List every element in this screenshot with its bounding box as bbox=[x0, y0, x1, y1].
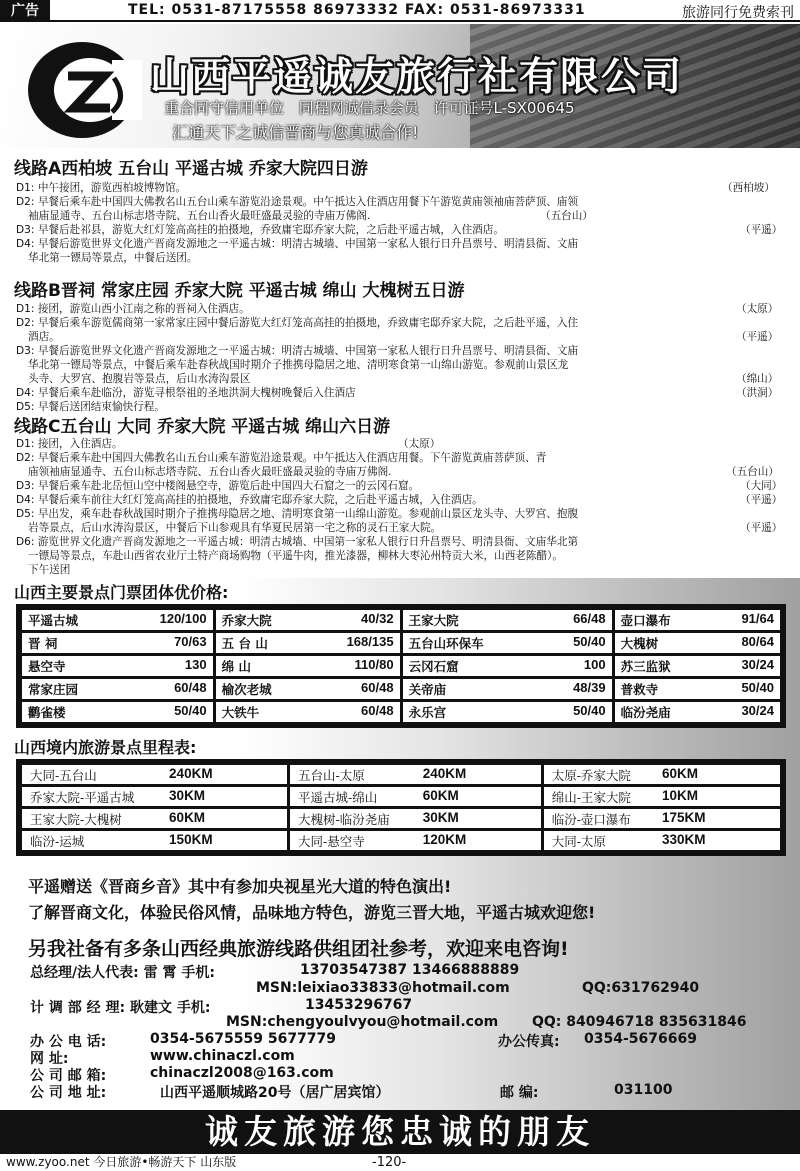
ticket-cell bbox=[216, 702, 400, 722]
company-name: 山西平遥诚友旅行社有限公司 bbox=[150, 55, 684, 100]
distance-km: 30KM bbox=[422, 809, 459, 825]
attraction-name: 大槐树 bbox=[620, 636, 659, 651]
distance-cell bbox=[290, 809, 541, 828]
ticket-cell bbox=[403, 633, 612, 653]
route-b-line: D4: 早餐后乘车赴临汾，游览寻根祭祖的圣地洪洞大槐树晚餐后入住酒店 bbox=[16, 387, 356, 399]
distance-km: 10KM bbox=[662, 787, 699, 803]
fax-label: 办公传真: bbox=[498, 1034, 560, 1050]
distance-section-title: 山西境内旅游景点里程表: bbox=[14, 738, 197, 757]
distance-cell bbox=[22, 809, 287, 828]
route-b-place: （绵山） bbox=[736, 373, 779, 385]
ticket-cell bbox=[22, 702, 213, 722]
ticket-cell bbox=[216, 656, 400, 676]
attraction-name: 平遥古城 bbox=[28, 613, 79, 628]
ticket-price: 50/40 bbox=[573, 703, 606, 718]
route-segment: 太原-乔家大院 bbox=[551, 767, 631, 783]
route-segment: 平遥古城-绵山 bbox=[298, 789, 378, 805]
ticket-cell bbox=[615, 679, 780, 699]
route-b-place: （洪洞） bbox=[736, 387, 779, 399]
route-c-line: 岩等景点，后山水涛沟景区，中餐后下山参观具有华夏民居第一宅之称的灵石王家大院。 bbox=[28, 522, 442, 534]
route-a-place: （平遥） bbox=[740, 224, 783, 236]
email-link[interactable]: chinaczl2008@163.com bbox=[150, 1065, 334, 1081]
attraction-name: 榆次老城 bbox=[221, 682, 272, 697]
top-contact: TEL: 0531-87175558 86973332 FAX: 0531-86973331 bbox=[128, 2, 586, 18]
attraction-name: 大铁牛 bbox=[221, 705, 260, 720]
ticket-price: 100 bbox=[583, 657, 606, 672]
distance-km: 175KM bbox=[662, 809, 706, 825]
route-segment: 绵山-王家大院 bbox=[551, 789, 631, 805]
zip-label: 邮 编: bbox=[500, 1085, 539, 1101]
ticket-cell bbox=[22, 633, 213, 653]
attraction-name: 常家庄园 bbox=[28, 682, 79, 697]
distance-row bbox=[22, 787, 780, 806]
route-c-place: （大同） bbox=[740, 480, 783, 492]
ticket-cell bbox=[403, 610, 612, 630]
promo-line-1: 平遥赠送《晋商乡音》其中有参加央视星光大道的特色演出! bbox=[28, 877, 452, 896]
ticket-cell bbox=[615, 656, 780, 676]
ticket-cell bbox=[22, 679, 213, 699]
attraction-name: 永乐宫 bbox=[408, 705, 447, 720]
ticket-price: 120/100 bbox=[159, 611, 207, 626]
route-b-line: D3: 早餐后游览世界文化遗产晋商发源地之一平遥古城：明清古城墙、中国第一家私人银行日升昌票号、明清县衙、文庙 bbox=[16, 345, 579, 357]
route-a-line: 华北第一镖局等景点，中餐后送团。 bbox=[28, 252, 198, 264]
route-segment: 五台山-太原 bbox=[298, 767, 365, 783]
route-b-line: 头寺、大罗宫、抱腹岩等景点，后山水涛沟景区 bbox=[28, 373, 251, 385]
ticket-price: 50/40 bbox=[573, 634, 606, 649]
email-label: 公 司 邮 箱: bbox=[30, 1068, 107, 1084]
route-segment: 王家大院-大槐树 bbox=[30, 811, 122, 827]
ticket-price: 60/48 bbox=[361, 703, 394, 718]
ticket-price: 130 bbox=[184, 657, 207, 672]
magazine-url: www.zyoo.net 今日旅游•畅游天下 山东版 bbox=[6, 1155, 237, 1169]
route-b-place: （太原） bbox=[736, 303, 779, 315]
attraction-name: 绵 山 bbox=[221, 659, 251, 674]
ticket-price: 48/39 bbox=[573, 680, 606, 695]
attraction-name: 云冈石窟 bbox=[408, 659, 459, 674]
route-c-line: D4: 早餐后乘车前往大红灯笼高高挂的拍摄地，乔致庸宅邸乔家大院，之后赴平遥古城，入住酒店。 bbox=[16, 494, 483, 506]
route-c-line: D5: 早出发，乘车赴春秋战国时期介子推携母隐居之地、清明寒食第一山绵山游览。参观前山景区龙头寺、大罗宫、抱腹 bbox=[16, 508, 579, 520]
attraction-name: 临汾尧庙 bbox=[620, 705, 671, 720]
route-segment: 大槐树-临汾尧庙 bbox=[298, 811, 390, 827]
ad-tag: 广告 bbox=[0, 0, 50, 22]
gm-qq: QQ:631762940 bbox=[582, 980, 700, 996]
route-segment: 乔家大院-平遥古城 bbox=[30, 789, 135, 805]
planner-label: 计 调 部 经 理: 耿建文 手机: bbox=[30, 1000, 211, 1016]
ticket-cell bbox=[403, 656, 612, 676]
distance-row bbox=[22, 831, 780, 850]
route-c-line: D6: 游览世界文化遗产晋商发源地之一平遥古城：明清古城墙、中国第一家私人银行日升昌票号、明清县衙、文庙华北第 bbox=[16, 536, 579, 548]
route-a-line: D4: 早餐后游览世界文化遗产晋商发源地之一平遥古城：明清古城墙、中国第一家私人银行日升昌票号、明清县衙、文庙 bbox=[16, 238, 579, 250]
ticket-cell bbox=[403, 702, 612, 722]
route-b-place: （平遥） bbox=[736, 331, 779, 343]
ticket-price: 30/24 bbox=[741, 657, 774, 672]
promo-line-2: 了解晋商文化，体验民俗风情，品味地方特色，游览三晋大地，平遥古城欢迎您! bbox=[28, 903, 596, 922]
distance-cell bbox=[290, 765, 541, 784]
route-a-line: D2: 早餐后乘车赴中国四大佛教名山五台山乘车游览沿途景观。中午抵达入住酒店用餐下午游览黄庙领袖庙菩萨顶、庙领 bbox=[16, 196, 579, 208]
free-index-tag: 旅游同行免费索刊 bbox=[682, 5, 794, 21]
ticket-price: 60/48 bbox=[174, 680, 207, 695]
attraction-name: 悬空寺 bbox=[28, 659, 66, 674]
attraction-name: 乔家大院 bbox=[221, 613, 272, 628]
office-phone: 0354-5675559 5677779 bbox=[150, 1031, 337, 1047]
route-segment: 临汾-运城 bbox=[30, 833, 85, 849]
ticket-cell bbox=[403, 679, 612, 699]
route-a-line: 袖庙显通寺、五台山标志塔寺院、五台山香火最旺盛最灵验的寺庙万佛阁. bbox=[28, 210, 371, 222]
distance-km: 330KM bbox=[662, 831, 706, 847]
distance-cell bbox=[544, 809, 780, 828]
company-logo-icon bbox=[24, 38, 142, 142]
web-label: 网 址: bbox=[30, 1051, 69, 1067]
route-b-line: 酒店。 bbox=[28, 331, 60, 343]
route-c-line: D1: 接团，入住酒店。 bbox=[16, 438, 123, 450]
route-c-place: （平遥） bbox=[740, 494, 783, 506]
planner-qq: QQ: 840946718 835631846 bbox=[532, 1014, 747, 1030]
route-segment: 大同-五台山 bbox=[30, 767, 97, 783]
ticket-row bbox=[22, 656, 780, 676]
ticket-cell bbox=[22, 610, 213, 630]
route-c-line: 下午送团 bbox=[28, 564, 71, 576]
ticket-price: 168/135 bbox=[346, 634, 394, 649]
distance-km: 240KM bbox=[422, 765, 467, 781]
attraction-name: 鹳雀楼 bbox=[28, 705, 66, 720]
address-label: 公 司 地 址: bbox=[30, 1085, 107, 1101]
gm-msn: MSN:leixiao33833@hotmail.com bbox=[256, 980, 510, 996]
zip-code: 031100 bbox=[614, 1082, 673, 1098]
route-c-place: （太原） bbox=[398, 438, 441, 450]
ticket-cell bbox=[615, 610, 780, 630]
attraction-name: 苏三监狱 bbox=[620, 659, 671, 674]
attraction-name: 王家大院 bbox=[408, 613, 459, 628]
route-b-line: 华北第一镖局等景点，中餐后乘车赴春秋战国时期介子推携母隐居之地、清明寒食第一山绵山游览。参观前山景区龙 bbox=[28, 359, 569, 371]
ticket-price: 91/64 bbox=[741, 611, 774, 626]
route-b-line: D1: 接团，游览山西小江南之称的晋祠入住酒店。 bbox=[16, 303, 250, 315]
distance-cell bbox=[544, 765, 780, 784]
ticket-price: 40/32 bbox=[361, 611, 394, 626]
distance-km: 240KM bbox=[169, 765, 213, 781]
top-strip bbox=[0, 0, 800, 22]
distance-cell bbox=[290, 831, 541, 850]
ticket-row bbox=[22, 679, 780, 699]
distance-row bbox=[22, 765, 780, 784]
distance-cell bbox=[22, 787, 287, 806]
route-b-line: D5: 早餐后送团结束愉快行程。 bbox=[16, 401, 165, 413]
route-a-line: D1: 中午接团，游览西柏坡博物馆。 bbox=[16, 182, 187, 194]
ticket-cell bbox=[22, 656, 213, 676]
route-segment: 大同-悬空寺 bbox=[298, 833, 365, 849]
attraction-name: 壶口瀑布 bbox=[620, 613, 671, 628]
distance-cell bbox=[544, 831, 780, 850]
route-c-line: 庙领袖庙显通寺、五台山标志塔寺院、五台山香火最旺盛最灵验的寺庙万佛阁. bbox=[28, 466, 392, 478]
distance-cell bbox=[290, 787, 541, 806]
distance-table bbox=[16, 759, 786, 856]
bottom-line bbox=[0, 1154, 800, 1171]
planner-msn: MSN:chengyoulvyou@hotmail.com bbox=[226, 1014, 499, 1030]
office-label: 办 公 电 话: bbox=[30, 1034, 107, 1050]
route-a-line: D3: 早餐后赴祁县，游览大红灯笼高高挂的拍摄地，乔致庸宅邸乔家大院，之后赴平遥古城，入住酒店。 bbox=[16, 224, 504, 236]
route-c-place: （平遥） bbox=[740, 522, 783, 534]
route-b-title: 线路B晋祠 常家庄园 乔家大院 平遥古城 绵山 大槐树五日游 bbox=[14, 281, 465, 301]
page-number: -120- bbox=[372, 1155, 407, 1170]
distance-cell bbox=[544, 787, 780, 806]
ticket-price: 80/64 bbox=[741, 634, 774, 649]
distance-cell bbox=[22, 765, 287, 784]
ticket-cell bbox=[216, 633, 400, 653]
attraction-name: 五台山环保车 bbox=[408, 636, 484, 651]
ticket-price: 50/40 bbox=[174, 703, 207, 718]
routes-section bbox=[0, 148, 800, 578]
route-c-line: D3: 早餐后乘车赴北岳恒山空中楼阁悬空寺，游览后赴中国四大石窟之一的云冈石窟。 bbox=[16, 480, 420, 492]
route-c-line: D2: 早餐后乘车赴中国四大佛教名山五台山乘车游览沿途景观。中午抵达入住酒店用餐。下午游览黄庙菩萨顶、青 bbox=[16, 452, 547, 464]
header-banner bbox=[0, 24, 800, 148]
route-a-place: （西柏坡） bbox=[722, 182, 775, 194]
route-a-place: （五台山） bbox=[540, 210, 593, 222]
ticket-price: 70/63 bbox=[174, 634, 207, 649]
route-c-place: （五台山） bbox=[726, 466, 779, 478]
ticket-price: 30/24 bbox=[741, 703, 774, 718]
distance-km: 150KM bbox=[169, 831, 213, 847]
ticket-price: 60/48 bbox=[361, 680, 394, 695]
ticket-cell bbox=[615, 702, 780, 722]
ticket-cell bbox=[216, 610, 400, 630]
route-a-title: 线路A西柏坡 五台山 平遥古城 乔家大院四日游 bbox=[14, 159, 368, 179]
fax-number: 0354-5676669 bbox=[584, 1031, 697, 1047]
ticket-cell bbox=[216, 679, 400, 699]
promo-big: 另我社备有多条山西经典旅游线路供组团社参考，欢迎来电咨询! bbox=[28, 938, 569, 960]
credentials: 重合同守信用单位 同程网诚信录会员 许可证号L-SX00645 bbox=[164, 99, 575, 117]
ticket-cell bbox=[615, 633, 780, 653]
attraction-name: 晋 祠 bbox=[28, 636, 58, 651]
distance-cell bbox=[22, 831, 287, 850]
distance-km: 30KM bbox=[169, 787, 206, 803]
ticket-row bbox=[22, 610, 780, 630]
ticket-price: 110/80 bbox=[354, 657, 394, 672]
distance-row bbox=[22, 809, 780, 828]
distance-km: 60KM bbox=[169, 809, 206, 825]
ticket-section-title: 山西主要景点门票团体优价格: bbox=[14, 583, 229, 602]
route-c-title: 线路C五台山 大同 乔家大院 平遥古城 绵山六日游 bbox=[14, 417, 391, 437]
gm-phones: 13703547387 13466888889 bbox=[300, 962, 520, 978]
route-c-line: 一镖局等景点，车赴山西省农业厅土特产商场购物（平遥牛肉，推光漆器，柳林大枣沁州特贡大米，山西老陈醋）。 bbox=[28, 550, 563, 562]
route-segment: 大同-太原 bbox=[551, 833, 606, 849]
slogan: 汇通天下之诚信晋商与您真诚合作! bbox=[172, 123, 419, 142]
route-segment: 临汾-壶口瀑布 bbox=[551, 811, 631, 827]
footer-banner: 诚友旅游您忠诚的朋友 bbox=[0, 1110, 800, 1154]
distance-km: 120KM bbox=[422, 831, 467, 847]
ticket-price: 50/40 bbox=[741, 680, 774, 695]
planner-phone: 13453296767 bbox=[305, 997, 413, 1013]
route-b-line: D2: 早餐后乘车游览儒商第一家常家庄园中餐后游览大红灯笼高高挂的拍摄地，乔致庸宅邸乔家大院，之后赴平遥，入住 bbox=[16, 317, 579, 329]
ticket-row bbox=[22, 702, 780, 722]
distance-km: 60KM bbox=[422, 787, 459, 803]
distance-km: 60KM bbox=[662, 765, 699, 781]
ticket-row bbox=[22, 633, 780, 653]
web-link[interactable]: www.chinaczl.com bbox=[150, 1048, 295, 1064]
ticket-table bbox=[16, 604, 786, 728]
ticket-price: 66/48 bbox=[573, 611, 606, 626]
attraction-name: 五 台 山 bbox=[221, 636, 268, 651]
attraction-name: 普救寺 bbox=[620, 682, 659, 697]
gm-label: 总经理/法人代表: 雷 霄 手机: bbox=[30, 965, 215, 981]
address: 山西平遥顺城路20号（居广居宾馆） bbox=[160, 1085, 390, 1101]
attraction-name: 关帝庙 bbox=[408, 682, 447, 697]
